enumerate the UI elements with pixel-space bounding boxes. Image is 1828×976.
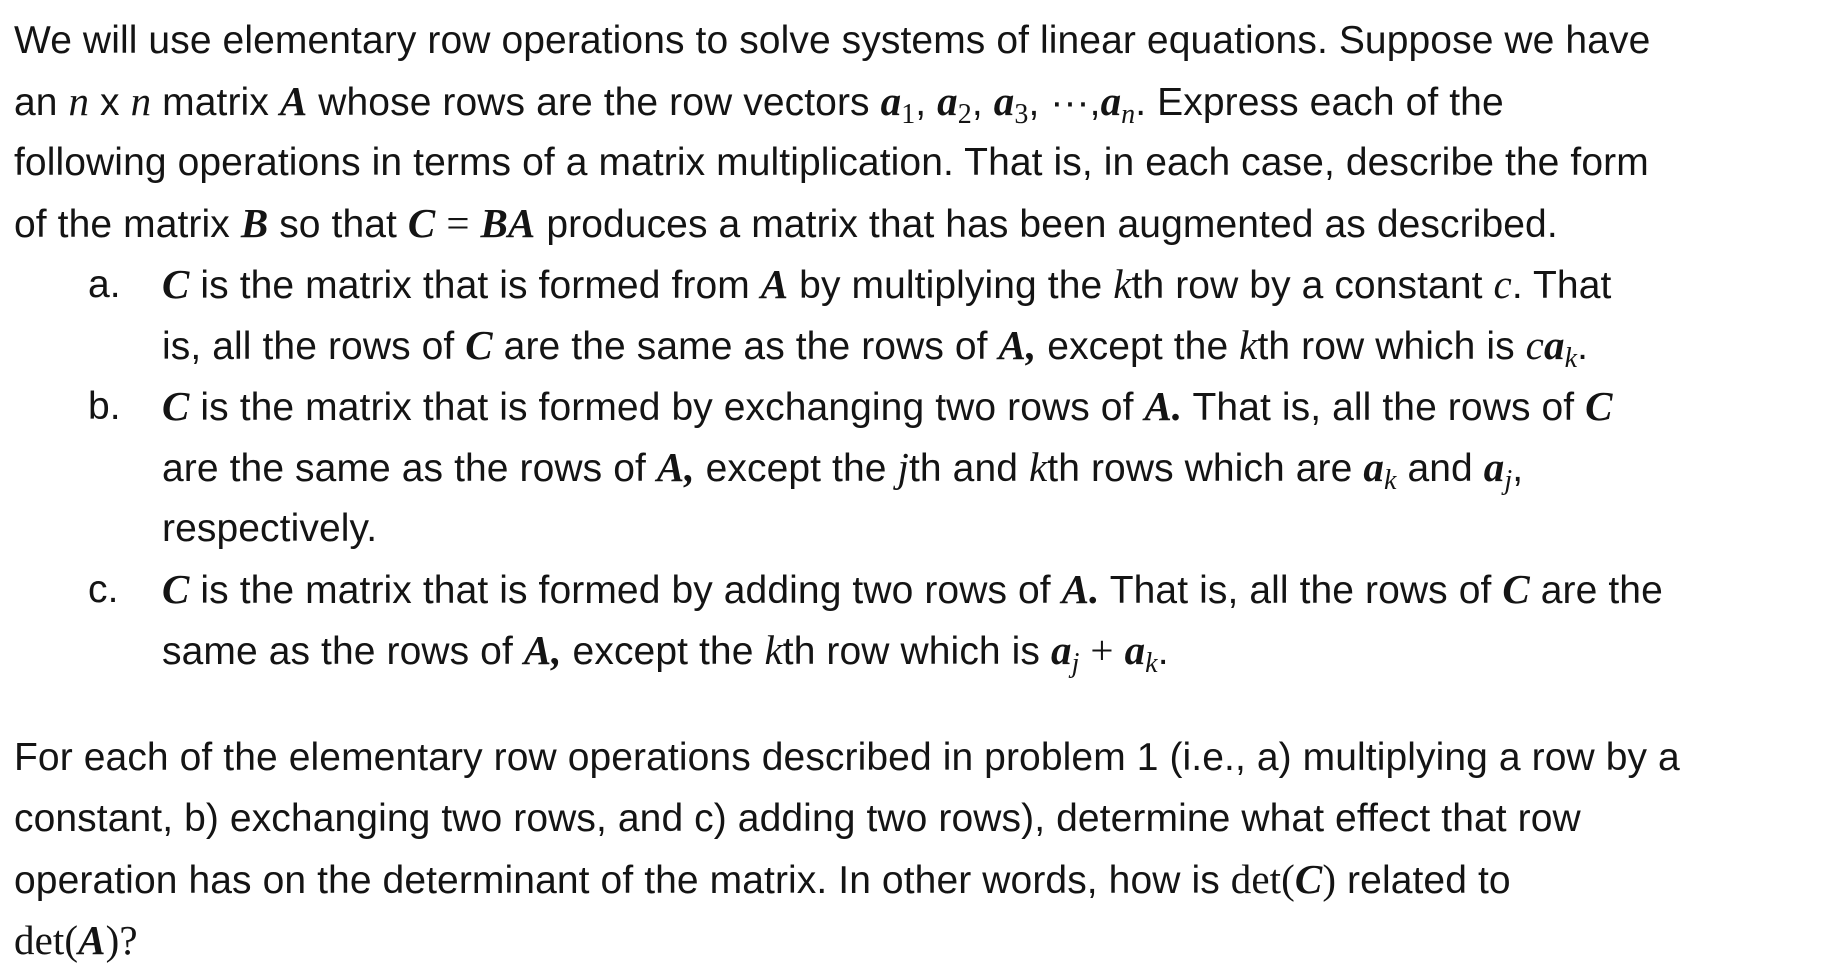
intro-line-1: We will use elementary row operations to solve systems of linear equations. Suppose we have — [14, 19, 1651, 62]
problem-2-line-2: constant, b) exchanging two rows, and c) adding two rows), determine what effect that row — [14, 797, 1581, 840]
item-c-line-2: same as the rows of A, except the kth row which is $a_j + a_k$. — [162, 627, 1169, 679]
intro-line-4: of the matrix B so that C = BA produces a matrix that has been augmented as described. — [14, 200, 1558, 246]
list-item-c — [14, 559, 1814, 681]
item-b-line-2: are the same as the rows of A, except the jth and kth rows which are $a_k$ and $a_j$, — [162, 444, 1524, 496]
problem-2-line-4: det(A)? — [14, 917, 138, 963]
intro-line-3: following operations in terms of a matrix multiplication. That is, in each case, describe the form — [14, 141, 1649, 184]
item-c-line-1: C is the matrix that is formed by adding two rows of A. That is, all the rows of C are the — [162, 566, 1663, 612]
item-label-a: a. — [88, 263, 121, 306]
problem-2 — [14, 727, 1814, 971]
document-page — [14, 10, 1814, 971]
item-label-b: b. — [88, 385, 121, 428]
problem-2-line-1: For each of the elementary row operations described in problem 1 (i.e., a) multiplying a row by a — [14, 736, 1680, 779]
item-b-line-3: respectively. — [162, 507, 378, 550]
item-label-c: c. — [88, 568, 119, 611]
item-a-line-2: is, all the rows of C are the same as the rows of A, except the kth row which is $ca_k$. — [162, 322, 1589, 374]
problem-1-intro — [14, 10, 1814, 254]
list-item-b — [14, 376, 1814, 559]
paragraph-gap — [14, 681, 1814, 727]
list-item-a — [14, 254, 1814, 376]
item-a-line-1: C is the matrix that is formed from A by multiplying the kth row by a constant c. That — [162, 261, 1612, 307]
item-b-line-1: C is the matrix that is formed by exchanging two rows of A. That is, all the rows of C — [162, 383, 1613, 429]
intro-line-2: an n x n matrix A whose rows are the row vectors $a_1$, $a_2$, $a_3$, $\cdot\cdot\cdot,a_n$. Express each of the — [14, 78, 1504, 130]
problem-2-line-3: operation has on the determinant of the matrix. In other words, how is det(C) related to — [14, 856, 1511, 902]
